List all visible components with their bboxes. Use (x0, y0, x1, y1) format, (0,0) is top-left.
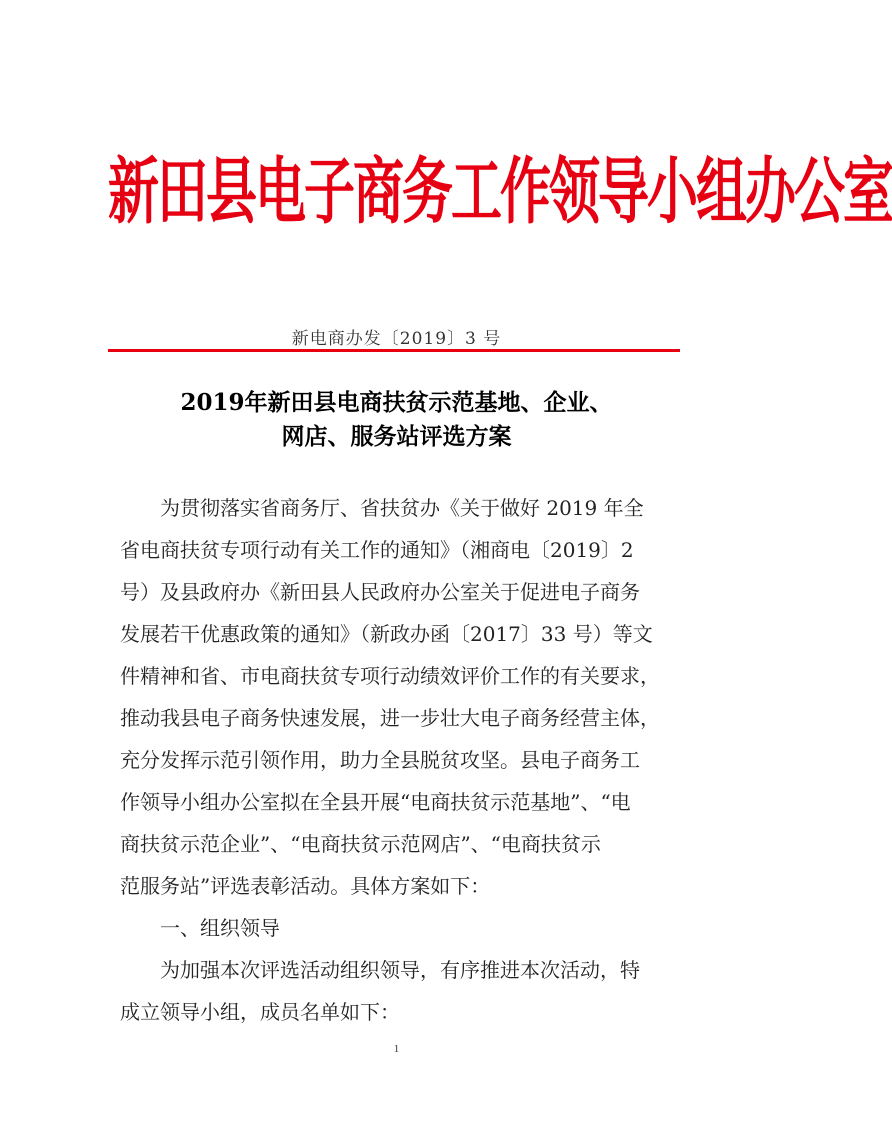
body-line: 范服务站”评选表彰活动。具体方案如下： (120, 874, 491, 898)
body-line: 推动我县电子商务快速发展，进一步壮大电子商务经营主体， (120, 706, 660, 730)
body-line: 作领导小组办公室拟在全县开展“电商扶贫示范基地”、“电 (120, 790, 631, 814)
masthead-title: 新田县电子商务工作领导小组办公室 (108, 150, 892, 236)
body-line: 件精神和省、市电商扶贫专项行动绩效评价工作的有关要求， (120, 664, 660, 688)
page-number: 1 (393, 1043, 400, 1055)
section-heading: 一、组织领导 (120, 916, 280, 940)
body-line: 为加强本次评选活动组织领导，有序推进本次活动，特 (120, 958, 640, 982)
document-title-line-1: 2019年新田县电商扶贫示范基地、企业、 (180, 389, 613, 416)
red-divider-line (108, 349, 680, 352)
body-line: 号）及县政府办《新田县人民政府办公室关于促进电子商务 (120, 580, 640, 604)
body-line: 商扶贫示范企业”、“电商扶贫示范网店”、“电商扶贫示 (120, 832, 601, 856)
body-line: 为贯彻落实省商务厅、省扶贫办《关于做好 2019 年全 (120, 496, 644, 520)
body-line: 发展若干优惠政策的通知》（新政办函〔2017〕33 号）等文 (120, 622, 653, 646)
body-line: 充分发挥示范引领作用，助力全县脱贫攻坚。县电子商务工 (120, 748, 640, 772)
document-number: 新电商办发〔2019〕3 号 (291, 329, 502, 349)
document-title-line-2: 网店、服务站评选方案 (281, 423, 512, 450)
body-line: 省电商扶贫专项行动有关工作的通知》（湘商电〔2019〕2 (120, 538, 634, 562)
body-line: 成立领导小组，成员名单如下： (120, 1000, 400, 1024)
